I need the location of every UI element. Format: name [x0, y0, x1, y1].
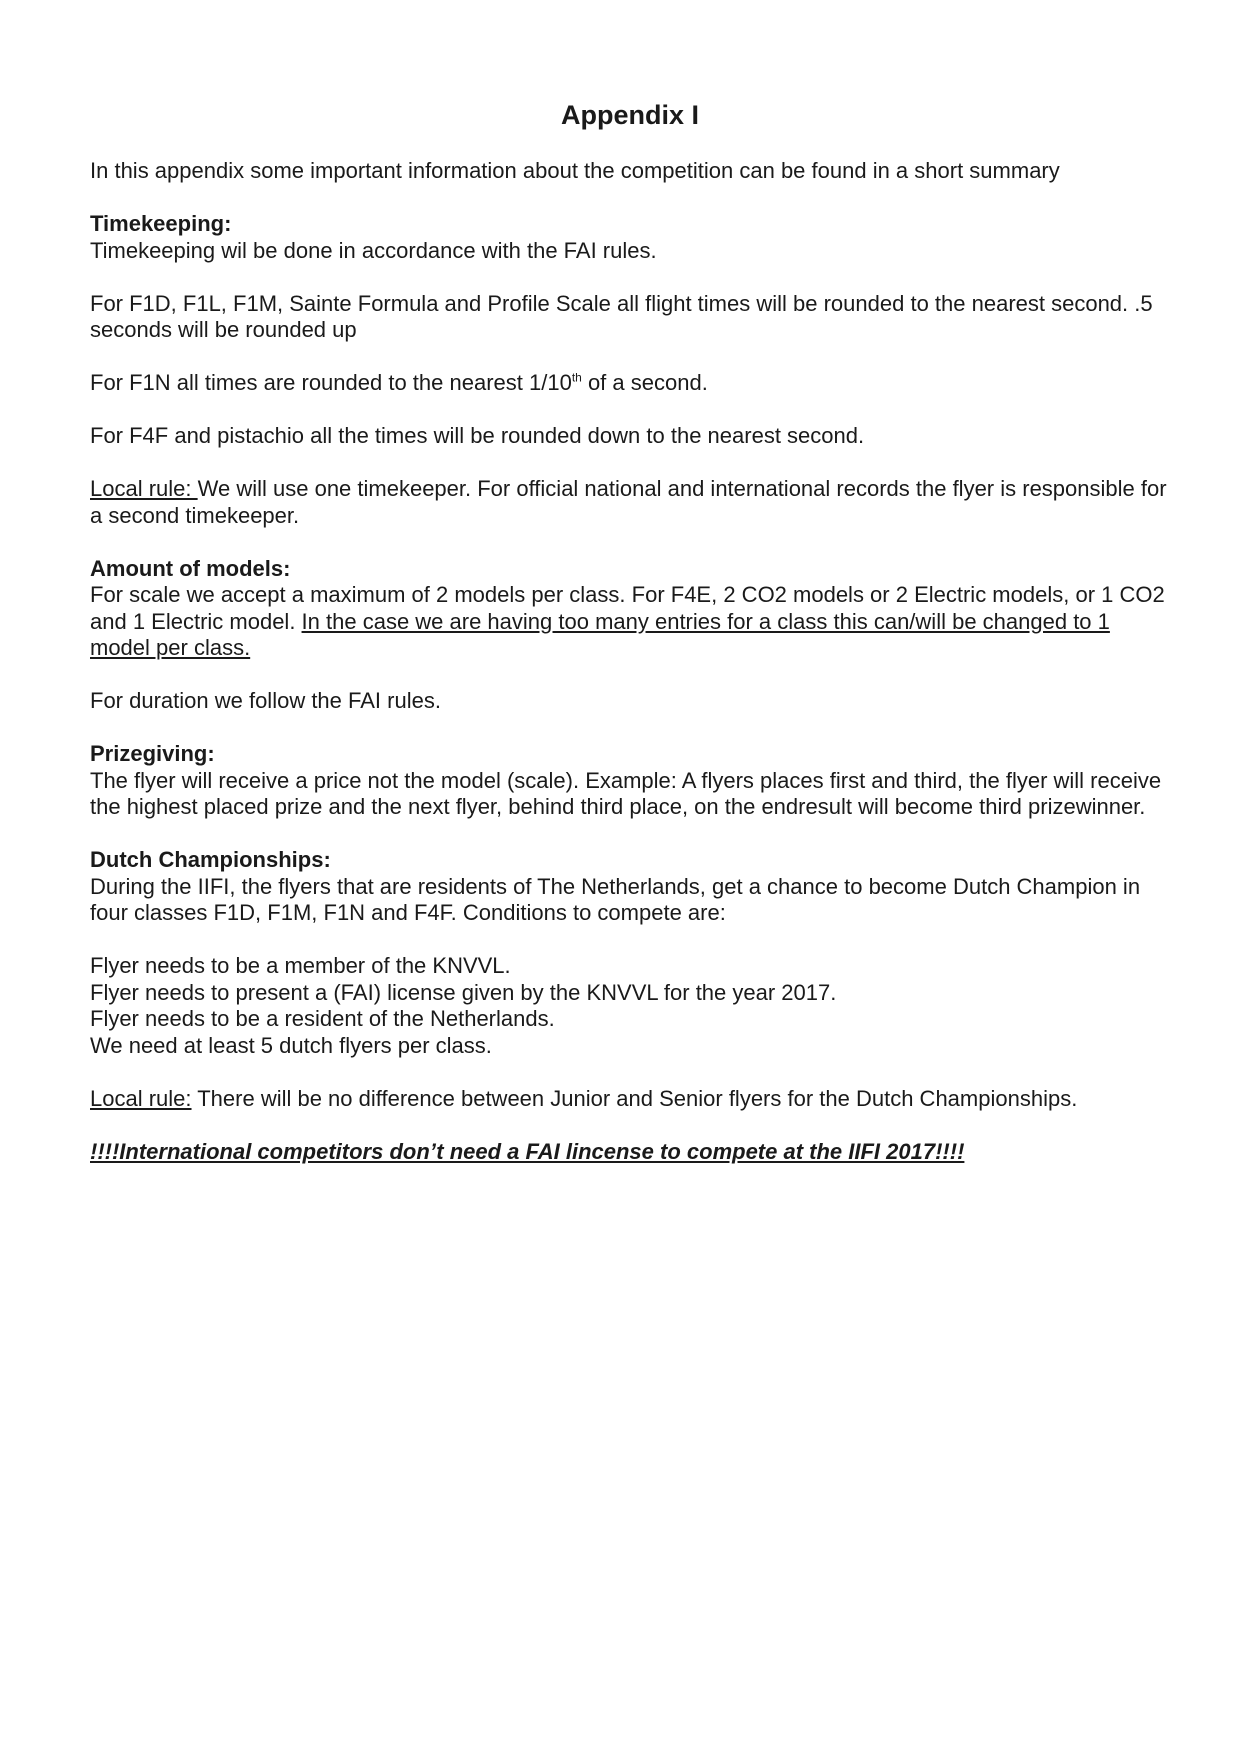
- f1n-text-start: For F1N all times are rounded to the nearest 1/10: [90, 370, 572, 395]
- local-rule-label: Local rule:: [90, 476, 198, 501]
- dutch-text: During the IIFI, the flyers that are residents of The Netherlands, get a chance to become Dutch Champion in four classes F1D, F1M, F1N and F4F. Conditions to compete are:: [90, 873, 1141, 925]
- final-note: !!!!International competitors don’t need a FAI lincense to compete at the IIFI 2017!!!!: [90, 1138, 965, 1164]
- models-heading: Amount of models:: [90, 555, 291, 581]
- models-underlined-text: In the case we are having too many entries for a class this can/will be changed to 1 model per class.: [90, 608, 1110, 660]
- timekeeping-section: [90, 211, 1170, 264]
- condition-item: Flyer needs to be a member of the KNVVL.: [90, 953, 511, 978]
- condition-item: Flyer needs to be a resident of the Netherlands.: [90, 1006, 555, 1031]
- intro-paragraph: In this appendix some important information about the competition can be found in a short summary: [90, 158, 1060, 183]
- document-page: [90, 100, 1170, 1192]
- duration-paragraph: For duration we follow the FAI rules.: [90, 688, 441, 713]
- f1n-superscript: th: [571, 370, 582, 385]
- prize-text: The flyer will receive a price not the model (scale). Example: A flyers places first and third, the flyer will receive the highest placed prize and the next flyer, behind third place, on the endresult will become third prizewinner.: [90, 767, 1162, 819]
- page-title: Appendix I: [560, 100, 699, 130]
- dutch-local-rule: [90, 1086, 1170, 1113]
- condition-item: We need at least 5 dutch flyers per class.: [90, 1032, 492, 1058]
- models-section: [90, 556, 1170, 662]
- dutch-heading: Dutch Championships:: [90, 847, 331, 872]
- local-rule-text: There will be no difference between Junior and Senior flyers for the Dutch Championships.: [191, 1085, 1078, 1111]
- local-rule-text: We will use one timekeeper. For official national and international records the flyer is responsible for a second timekeeper.: [90, 476, 1167, 528]
- models-text: For scale we accept a maximum of 2 models per class. For F4E, 2 CO2 models or 2 Electric models, or 1 CO2 and 1 Electric model.: [90, 582, 1165, 634]
- timekeeping-local-rule: [90, 476, 1170, 529]
- prize-section: [90, 741, 1170, 821]
- timekeeping-heading: Timekeeping:: [90, 211, 232, 236]
- f1n-paragraph: [90, 370, 1170, 397]
- timekeeping-line: Timekeeping wil be done in accordance with the FAI rules.: [90, 237, 657, 263]
- rounding-paragraph: For F1D, F1L, F1M, Sainte Formula and Profile Scale all flight times will be rounded to the nearest second. .5 seconds will be rounded up: [90, 290, 1153, 342]
- dutch-section: [90, 847, 1170, 927]
- f4f-paragraph: For F4F and pistachio all the times will be rounded down to the nearest second.: [90, 423, 865, 448]
- condition-item: Flyer needs to present a (FAI) license given by the KNVVL for the year 2017.: [90, 979, 837, 1005]
- local-rule-label: Local rule:: [90, 1085, 192, 1111]
- f1n-text-end: of a second.: [581, 370, 708, 395]
- conditions-list: [90, 953, 1170, 1059]
- prize-heading: Prizegiving:: [90, 741, 215, 766]
